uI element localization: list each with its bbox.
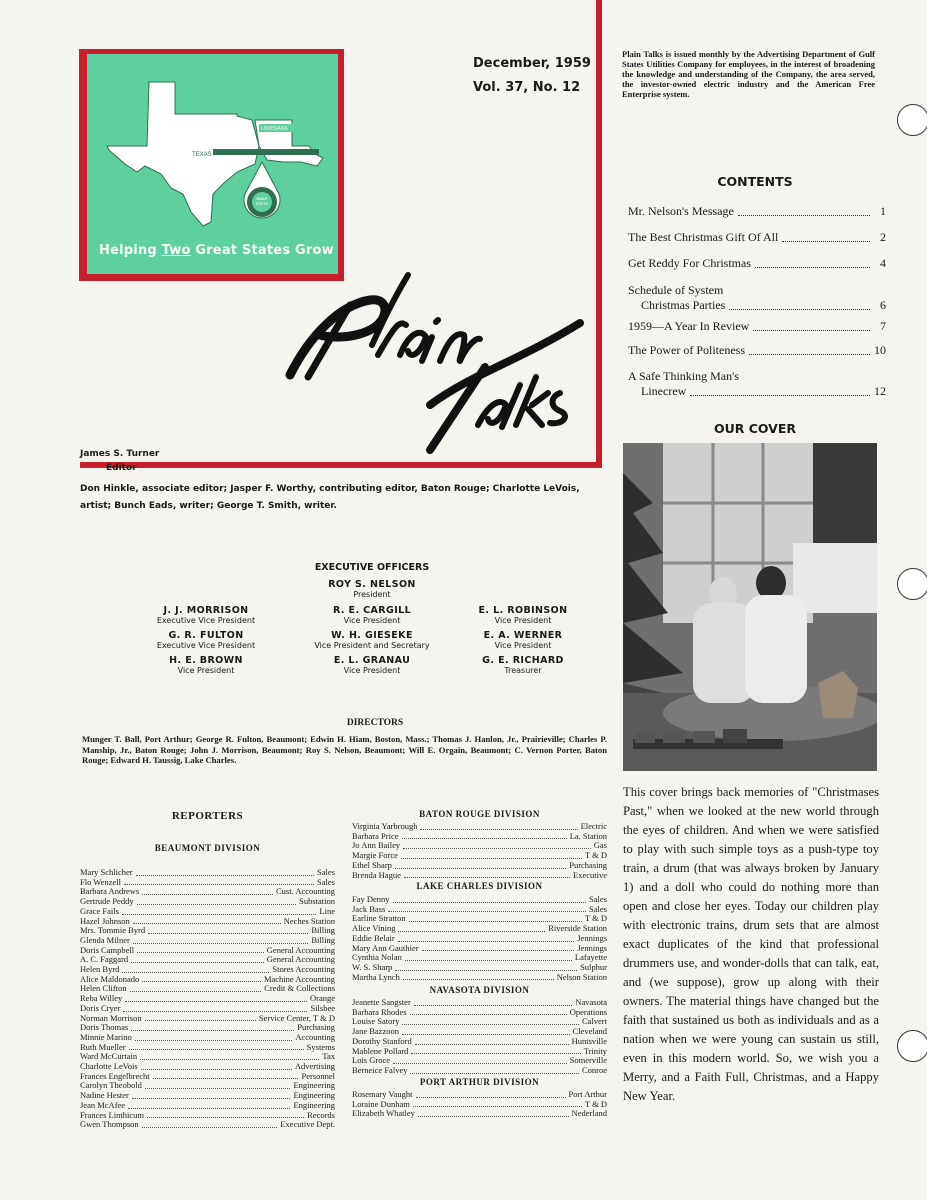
toc-item[interactable] [628,343,886,358]
reporter-department: Purchasing [297,1022,335,1033]
toc-item-title: The Power of Politeness [628,343,745,357]
officer-entry [107,655,305,675]
officer-title: Executive Vice President [156,616,256,625]
leader-dots [755,267,870,268]
reporter-department: Billing [311,934,335,945]
reporter-department: Riverside Station [548,923,607,934]
officer-entry [107,605,305,625]
reporter-department: Sales [317,876,335,887]
officer-entry [287,655,457,675]
editor-role: Editor [106,463,137,473]
reporter-department: La. Station [569,830,607,841]
leader-dots [142,981,261,982]
texas-label: TEXAS [192,152,212,158]
reporter-department: Jennings [577,942,607,953]
officer-title: Vice President [343,666,401,675]
reporter-name: Mary Ann Gauthier [352,942,419,953]
reporter-department: Trinity [583,1045,607,1056]
reporter-department: Line [319,905,335,916]
toc-item[interactable] [628,369,886,399]
toc-page-number: 6 [880,298,886,312]
reporter-department: Tax [322,1051,335,1062]
leader-dots [422,950,575,951]
leader-dots [418,1116,569,1117]
toc-item-title: The Best Christmas Gift Of All [628,230,779,244]
reporter-name: Earline Stratton [352,913,406,924]
leader-dots [125,1001,307,1002]
reporter-department: Huntsville [571,1035,607,1046]
leader-dots [147,1117,304,1118]
reporter-name: Minnie Marino [80,1031,132,1042]
reporter-name: Norman Morrison [80,1012,142,1023]
reporter-name: Louise Satory [352,1016,400,1027]
issue-date: December, 1959 [473,56,591,71]
reporter-name: Rosemary Vaught [352,1089,413,1099]
leader-dots [415,1044,569,1045]
reporter-name: Jeanette Sangster [352,997,411,1007]
reporter-department: T & D [584,913,607,924]
leader-dots [782,241,870,242]
navasota-reporter-list [352,998,607,1076]
toc-item-title: 1959—A Year In Review [628,319,750,333]
reporter-department: Nederland [571,1108,607,1119]
reporter-row [352,1047,607,1057]
leader-dots [131,1030,294,1031]
reporter-department: Nelson Station [556,971,607,982]
reporter-department: Executive Dept. [280,1119,335,1130]
reporter-department: Accounting [295,1031,335,1042]
officer-name: G. E. RICHARD [482,655,564,666]
reporter-name: Ethel Sharp [352,859,392,870]
state-map-icon [87,54,338,239]
officer-title: Executive Vice President [156,641,256,650]
reporter-name: Mablene Pollard [352,1045,409,1056]
officer-title: Treasurer [504,666,542,675]
leader-dots [124,884,314,885]
reporter-name: Flo Wenzell [80,876,121,887]
reporter-name: Barbara Andrews [80,886,140,897]
leader-dots [403,848,591,849]
reporter-department: General Accounting [266,944,335,955]
officer-entry [462,630,584,650]
toc-item-title-cont: Linecrew [641,384,687,398]
leader-dots [416,1097,566,1098]
reporter-name: Dorothy Stanford [352,1035,412,1046]
leader-dots [136,875,314,876]
reporter-name: Loraine Dunham [352,1098,410,1109]
officer-entry [107,630,305,650]
reporter-department: Purchasing [569,859,607,870]
officer-name: E. A. WERNER [483,630,563,641]
reporter-name: Jane Bazzoon [352,1026,399,1037]
reporter-department: Personnel [301,1070,335,1081]
reporter-department: T & D [584,850,607,861]
reporter-department: Conroe [581,1064,607,1075]
reporter-name: Hazel Johnson [80,915,130,926]
reporter-department: Executive [573,869,607,880]
reporter-name: Ward McCurtain [80,1051,138,1062]
toc-page-number: 2 [880,230,886,244]
toc-page-number: 7 [880,319,886,333]
leader-dots [145,1088,291,1089]
officer-title: Vice President [343,616,401,625]
leader-dots [753,330,870,331]
reporter-row [352,1109,607,1119]
toc-item-title-cont: Christmas Parties [641,298,726,312]
reporter-name: W. S. Sharp [352,961,393,972]
reporter-name: Carolyn Theobold [80,1080,142,1091]
reporter-name: Brenda Hague [352,869,401,880]
reporter-department: Records [307,1109,335,1120]
beaumont-division-heading: BEAUMONT DIVISION [154,843,261,853]
reporter-department: Machine Accounting [263,973,335,984]
reporter-name: Alice Maldonado [80,973,140,984]
leader-dots [122,914,316,915]
reporter-department: Operations [569,1006,607,1017]
toc-page-number: 4 [880,256,886,270]
leader-dots [420,829,577,830]
reporter-department: Credit & Collections [264,983,335,994]
leader-dots [402,838,567,839]
leader-dots [123,1011,307,1012]
officer-entry [462,655,584,675]
leader-dots [749,354,870,355]
toc-item[interactable] [628,319,886,334]
reporter-name: Gertrude Peddy [80,896,134,907]
port-arthur-division-heading: PORT ARTHUR DIVISION [419,1077,540,1087]
reporter-department: Orange [309,993,335,1004]
leader-dots [388,911,586,912]
reporter-department: Cust. Accounting [275,886,335,897]
reporter-name: Grace Fails [80,905,119,916]
navasota-division-heading: NAVASOTA DIVISION [429,985,530,995]
officer-name: R. E. CARGILL [332,605,412,616]
reporter-name: Fay Denny [352,894,390,904]
reporter-name: Nadine Hester [80,1090,129,1101]
issue-volume: Vol. 37, No. 12 [473,80,581,95]
toc-item[interactable] [628,256,886,271]
leader-dots [141,1069,292,1070]
officer-name: G. R. FULTON [168,630,244,641]
leader-dots [404,877,570,878]
leader-dots [140,1059,319,1060]
reporter-name: Elizabeth Whatley [352,1108,415,1119]
leader-dots [402,1024,579,1025]
reporter-department: Stores Accounting [272,964,335,975]
leader-dots [133,943,309,944]
contents-heading: CONTENTS [717,174,793,189]
reporter-department: Lafayette [574,952,607,963]
company-logo [87,54,338,274]
reporter-name: Charlotte LeVois [80,1061,138,1072]
officer-title: President [353,590,391,599]
leader-dots [131,962,264,963]
logo-slogan: Helping Two Great States Grow [99,243,334,258]
reporter-name: Glenda Milner [80,934,130,945]
officer-name: ROY S. NELSON [328,579,416,590]
leader-dots [410,1073,579,1074]
reporter-department: Substation [299,896,335,907]
leader-dots [395,970,577,971]
leader-dots [130,991,262,992]
reporter-name: Virginia Yarbrough [352,821,418,831]
reporter-name: Mrs. Tommie Byrd [80,925,146,936]
reporter-department: Sales [589,903,607,914]
reporter-department: Advertising [294,1061,335,1072]
reporter-name: Doris Campbell [80,944,135,955]
officer-president [287,579,457,599]
leader-dots [132,1098,291,1099]
reporter-name: Lois Groce [352,1055,391,1066]
reporter-department: Somerville [569,1055,607,1066]
toc-item[interactable] [628,230,886,245]
reporter-row [352,1066,607,1076]
reporter-row [80,1120,335,1130]
leader-dots [393,1063,567,1064]
svg-text:STATES: STATES [255,202,269,206]
officer-name: E. L. GRANAU [333,655,411,666]
leader-dots [398,931,545,932]
reporter-row [352,973,607,983]
leader-dots [142,1127,278,1128]
leader-dots [137,904,297,905]
cover-photo [623,443,877,771]
reporter-row [352,871,607,881]
leader-dots [690,395,870,396]
reporter-name: Frances Linthicum [80,1109,144,1120]
leader-dots [135,1040,293,1041]
executive-officers-heading: EXECUTIVE OFFICERS [314,562,430,573]
masthead-title-logo [280,265,600,455]
leader-dots [122,972,269,973]
reporter-name: Reba Willey [80,993,123,1004]
toc-page-number: 12 [874,384,886,398]
reporter-department: Silsbee [310,1002,335,1013]
leader-dots [142,894,273,895]
leader-dots [738,215,870,216]
reporter-name: Jean McAfee [80,1099,126,1110]
reporter-name: Ruth Mueller [80,1041,126,1052]
officer-name: J. J. MORRISON [163,605,249,616]
officer-title: Vice President and Secretary [314,641,430,650]
leader-dots [145,1020,256,1021]
baton-rouge-reporter-list [352,822,607,880]
reporter-row [352,895,607,905]
leader-dots [409,921,582,922]
svg-text:GULF: GULF [256,196,268,201]
baton-rouge-division-heading: BATON ROUGE DIVISION [419,809,540,819]
leader-dots [128,1108,290,1109]
reporter-department: Navasota [575,997,607,1007]
reporter-name: Margie Force [352,850,398,861]
reporter-department: Engineering [293,1080,335,1091]
leader-dots [729,309,870,310]
reporter-department: Electric [580,821,607,831]
reporter-name: Doris Thomas [80,1022,129,1033]
louisiana-label: LOUISIANA [261,126,288,132]
leader-dots [410,1014,567,1015]
publication-statement: Plain Talks is issued monthly by the Advertising Department of Gulf States Utilities Company for employees, in the interest of broadening the knowledge and understanding of the Company, the area served, the investor-owned electric industry and the American Free Enterprise system. [622,49,875,99]
reporter-name: Helen Byrd [80,964,120,975]
reporter-name: Helen Clifton [80,983,127,994]
reporter-department: Neches Station [283,915,335,926]
reporter-department: Systems [306,1041,335,1052]
reporter-department: Billing [311,925,335,936]
toc-page-number: 10 [874,343,886,357]
lake-charles-reporter-list [352,895,607,982]
reporter-name: Doris Cryer [80,1002,121,1013]
reporter-name: Eddie Belair [352,932,395,943]
reporter-name: Frances Engelbrecht [80,1070,150,1081]
toc-item-title: Get Reddy For Christmas [628,256,751,270]
reporter-name: Martha Lynch [352,971,400,982]
leader-dots [403,979,554,980]
directors-heading: DIRECTORS [346,718,404,728]
reporter-name: A. C. Faggard [80,954,129,965]
officer-title: Vice President [494,641,552,650]
reporter-department: Sales [589,894,607,904]
reporter-name: Gwen Thompson [80,1119,139,1130]
binder-hole [897,104,927,136]
leader-dots [153,1078,299,1079]
editor-name: James S. Turner [80,449,160,459]
reporter-department: T & D [584,1098,607,1109]
leader-dots [402,1034,570,1035]
leader-dots [133,923,281,924]
officer-title: Vice President [177,666,235,675]
reporter-department: Engineering [293,1090,335,1101]
cover-story-text: This cover brings back memories of "Christmases Past," when we looked at the new world through the eyes of children. And when we were satisfied to play with such simple toys as a push-type toy train, a drum (that was always broken by January 1) and a doll who could do nothing more than open and close her eyes. Today our children play with electronic trains, drum sets that are almost exact duplicates of the kind that professional drummers use, and wonder-dolls that can talk, eat, and (we suppose), grow up along with their owners. The material things have changed but the faith that sustained us both as individuals and as a nation when we were young can sustain us still, even in this modern world. So, we wish you a Merry, and a Faith Full, Christmas, and a Happy New Year. [623,785,879,1103]
leader-dots [129,1049,304,1050]
toc-item[interactable] [628,283,886,313]
leader-dots [411,1053,580,1054]
reporter-department: Gas [593,840,607,851]
binder-hole [897,1030,927,1062]
reporter-department: Jennings [577,932,607,943]
reporter-name: Berneice Falvey [352,1064,408,1075]
officer-entry [287,630,457,650]
toc-item-title: Mr. Nelson's Message [628,204,734,218]
officer-name: W. H. GIESEKE [331,630,413,641]
reporter-name: Barbara Price [352,830,399,841]
binder-hole [897,568,927,600]
reporters-heading: REPORTERS [171,810,244,822]
reporter-name: Jo Ann Bailey [352,840,401,851]
leader-dots [414,1005,573,1006]
beaumont-reporter-list [80,868,335,1130]
leader-dots [398,941,575,942]
port-arthur-reporter-list [352,1090,607,1119]
lake-charles-division-heading: LAKE CHARLES DIVISION [416,881,543,891]
cover-heading: OUR COVER [713,421,797,436]
reporter-name: Alice Vining [352,923,396,934]
reporter-department: Cleveland [572,1026,607,1037]
reporter-name: Jack Bass [352,903,386,914]
leader-dots [401,858,582,859]
reporter-department: Service Center, T & D [258,1012,335,1023]
officer-entry [287,605,457,625]
reporter-name: Barbara Rhodes [352,1006,407,1017]
leader-dots [413,1106,582,1107]
toc-item-title: Schedule of System [628,283,724,297]
officer-name: E. L. ROBINSON [478,605,568,616]
reporter-department: Sales [317,867,335,877]
officer-title: Vice President [494,616,552,625]
reporter-department: Sulphur [580,961,607,972]
toc-page-number: 1 [880,204,886,218]
leader-dots [137,952,264,953]
staff-credits: Don Hinkle, associate editor; Jasper F. Worthy, contributing editor, Baton Rouge; Charlotte LeVois, artist; Bunch Eads, writer; George T. Smith, writer. [80,484,580,511]
leader-dots [393,902,587,903]
reporter-name: Mary Schlicher [80,867,133,877]
reporter-name: Cynthia Nolan [352,952,402,963]
toc-item-title: A Safe Thinking Man's [628,369,739,383]
officer-entry [462,605,584,625]
reporter-department: General Accounting [266,954,335,965]
reporter-department: Engineering [293,1099,335,1110]
officer-name: H. E. BROWN [169,655,243,666]
toc-item[interactable] [628,204,886,219]
leader-dots [405,960,572,961]
reporter-department: Port Arthur [568,1089,607,1099]
leader-dots [148,933,308,934]
directors-list: Munger T. Ball, Port Arthur; George R. Fulton, Beaumont; Edwin H. Hiam, Boston, Mass.; Thomas J. Hanlon, Jr., Prairieville; Charles P. Manship, Jr., Baton Rouge; John J. Morrison, Beaumont; Roy S. Nelson, Beaumont; Will E. Orgain, Beaumont; C. Vernon Porter, Baton Rouge; Edward H. Taussig, Lake Charles. [82,734,607,765]
reporter-department: Calvert [581,1016,607,1027]
leader-dots [395,868,566,869]
